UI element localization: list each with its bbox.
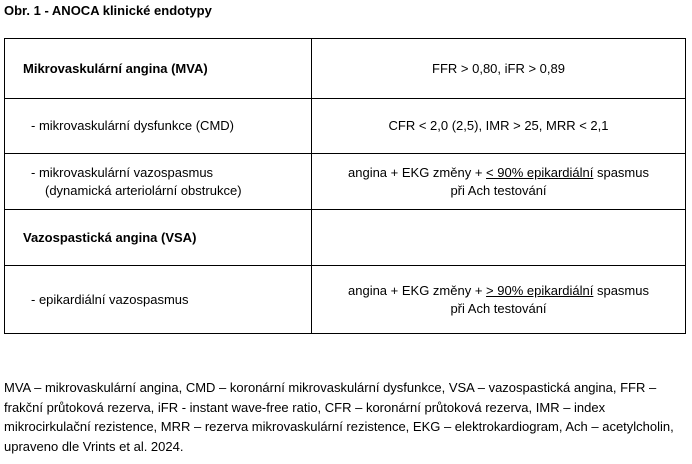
row-value-micro-vasospasm	[312, 154, 686, 210]
endotypes-table	[4, 38, 686, 334]
row-value-vsa	[312, 210, 686, 266]
figure-title: Obr. 1 - ANOCA klinické endotypy	[4, 3, 212, 18]
table-row	[5, 266, 686, 334]
row-label-line2: (dynamická arteriolární obstrukce)	[45, 182, 242, 198]
value-line2: při Ach testování	[450, 300, 547, 316]
value-suffix: spasmus	[593, 282, 649, 298]
table-row	[5, 210, 686, 266]
value-prefix: angina + EKG změny +	[348, 164, 487, 180]
row-label-line1: - mikrovaskulární vazospasmus	[31, 164, 214, 180]
table-row	[5, 99, 686, 154]
value-underlined: > 90% epikardiální	[486, 282, 594, 298]
value-line2: při Ach testování	[450, 182, 547, 198]
value-prefix: angina + EKG změny +	[348, 282, 487, 298]
table-row	[5, 39, 686, 99]
row-label-micro-vasospasm	[5, 154, 312, 210]
value-suffix: spasmus	[593, 164, 649, 180]
value-underlined: < 90% epikardiální	[486, 164, 594, 180]
row-label-mva: Mikrovaskulární angina (MVA)	[5, 39, 312, 99]
row-value-epicardial-vasospasm	[312, 266, 686, 334]
row-label-epicardial-vasospasm: - epikardiální vazospasmus	[5, 266, 312, 334]
row-value-mva: FFR > 0,80, iFR > 0,89	[312, 39, 686, 99]
row-value-cmd: CFR < 2,0 (2,5), IMR > 25, MRR < 2,1	[312, 99, 686, 154]
table-row	[5, 154, 686, 210]
abbreviations-footnote: MVA – mikrovaskulární angina, CMD – koronární mikrovaskulární dysfunkce, VSA – vazospastická angina, FFR – frakční průtoková rezerva, iFR - instant wave-free ratio, CFR – koronární průtoková rezerva, IMR – index mikrocirkulační rezistence, MRR – rezerva mikrovaskulární rezistence, EKG – elektrokardiogram, Ach – acetylcholin, upraveno dle Vrints et al. 2024.	[4, 380, 674, 454]
row-label-vsa: Vazospastická angina (VSA)	[5, 210, 312, 266]
row-label-cmd: - mikrovaskulární dysfunkce (CMD)	[5, 99, 312, 154]
